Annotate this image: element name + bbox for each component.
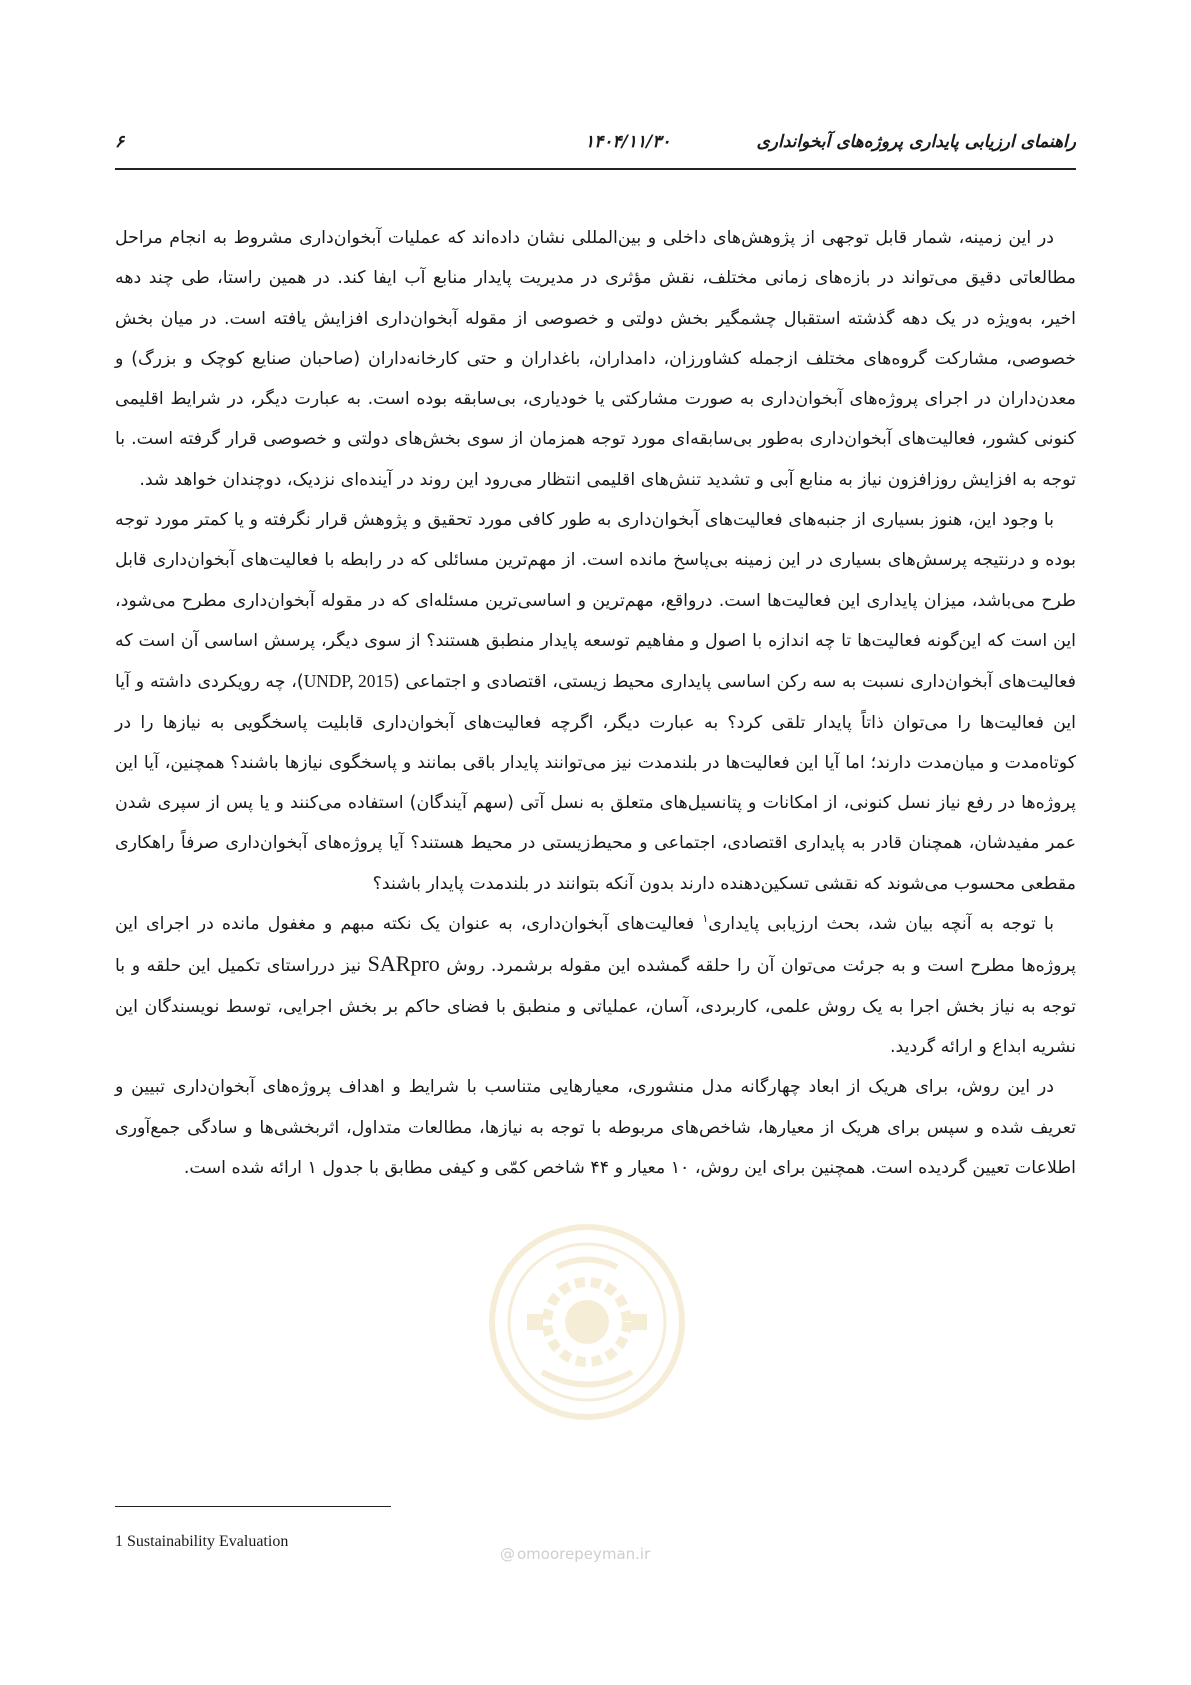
header-date: ۱۴۰۴/۱۱/۳۰ bbox=[585, 132, 671, 152]
running-title: راهنمای ارزیابی پایداری پروژه‌های آبخوانداری bbox=[756, 132, 1076, 152]
footnote-text: Sustainability Evaluation bbox=[127, 1533, 289, 1550]
footnote-marker: ۱ bbox=[702, 912, 709, 926]
footnote-divider bbox=[115, 1506, 391, 1507]
paragraph-2 bbox=[115, 500, 1076, 904]
footnote-number: 1 bbox=[115, 1533, 123, 1550]
method-name: SARpro bbox=[367, 951, 440, 977]
paragraph-2-part-b: )، چه رویکردی داشته و آیا این فعالیت‌ها را می‌توان ذاتاً پایدار تلقی کرد؟ به عبارت دیگر، اگرچه فعالیت‌های آبخوان‌داری قابلیت پاسخگویی به نیازها را در کوتاه‌مدت و میان‌مدت دارند؛ اما آیا این فعالیت‌ها در بلندمدت نیز می‌توانند پایدار باقی بمانند و پاسخگوی نیازها باشند؟ همچنین، آیا این پروژه‌ها در رفع نیاز نسل کنونی، از امکانات و پتانسیل‌های متعلق به نسل آتی (سهم آیندگان) استفاده می‌کنند و یا پس از سپری شدن عمر مفیدشان، همچنان قادر به پایداری اقتصادی، اجتماعی و محیط‌زیستی در محیط هستند؟ آیا پروژه‌های آبخوان‌داری صرفاً راهکاری مقطعی محسوب می‌شوند که نقشی تسکین‌دهنده دارند بدون آنکه بتوانند در بلندمدت پایدار باشند؟ bbox=[115, 672, 1076, 894]
watermark-site: @ omoorepeyman.ir bbox=[500, 1545, 651, 1563]
citation: UNDP, 2015 bbox=[303, 671, 393, 692]
watermark-logo-icon bbox=[487, 1222, 687, 1422]
footnote bbox=[115, 1533, 288, 1551]
paragraph-4: در این روش، برای هریک از ابعاد چهارگانه مدل منشوری، معیارهایی متناسب با شرایط و اهداف پروژه‌های آبخوان‌داری تبیین و تعریف شده و سپس برای هریک از معیارها، شاخص‌های مربوطه با توجه به نیازها، مطالعات متداول، اثربخشی‌ها و سادگی جمع‌آوری اطلاعات تعیین گردیده است. همچنین برای این روش، ۱۰ معیار و ۴۴ شاخص کمّی و کیفی مطابق با جدول ۱ ارائه شده است. bbox=[115, 1077, 1076, 1178]
paragraph-3-part-c: نیز درراستای تکمیل این حلقه و با توجه به نیاز بخش اجرا به یک روش علمی، کاربردی، آسان، عملیاتی و منطبق با فضای حاکم بر بخش اجرایی، توسط نویسندگان این نشریه ابداع و ارائه گردید. bbox=[115, 956, 1076, 1057]
page-header bbox=[115, 128, 1076, 170]
paragraph-2-part-a: با وجود این، هنوز بسیاری از جنبه‌های فعالیت‌های آبخوان‌داری به طور کافی مورد تحقیق و پژوهش قرار نگرفته و یا کمتر مورد توجه بوده و درنتیجه پرسش‌های بسیاری در این زمینه بی‌پاسخ مانده است. از مهم‌ترین مسائلی که در رابطه با فعالیت‌های آبخوان‌داری قابل طرح می‌باشد، میزان پایداری این فعالیت‌ها است. درواقع، مهم‌ترین و اساسی‌ترین مسئله‌ای که در مقوله آبخوان‌داری مطرح می‌شود، این است که این‌گونه فعالیت‌ها تا چه اندازه با اصول و مفاهیم توسعه پایدار منطبق هستند؟ از سوی دیگر، پرسش اساسی آن است که فعالیت‌های آبخوان‌داری نسبت به سه رکن اساسی پایداری محیط زیستی، اقتصادی و اجتماعی ( bbox=[115, 510, 1076, 693]
paragraph-3 bbox=[115, 904, 1076, 1067]
page-number: ۶ bbox=[115, 132, 125, 152]
paragraph-1: در این زمینه، شمار قابل توجهی از پژوهش‌های داخلی و بین‌المللی نشان داده‌اند که عملیات آبخوان‌داری مشروط به انجام مراحل مطالعاتی دقیق می‌تواند در بازه‌های زمانی مختلف، نقش مؤثری در مدیریت پایدار منابع آب ایفا کند. در همین راستا، طی چند دهه اخیر، به‌ویژه در یک دهه گذشته استقبال چشمگیر بخش دولتی و خصوصی از مقوله آبخوان‌داری افزایش یافته است. در میان بخش خصوصی، مشارکت گروه‌های مختلف ازجمله کشاورزان، دامداران، باغداران و حتی کارخانه‌داران (صاحبان صنایع کوچک و بزرگ) و معدن‌داران در اجرای پروژه‌های آبخوان‌داری به صورت مشارکتی یا خودیاری، بی‌سابقه بوده است. به عبارت دیگر، در شرایط اقلیمی کنونی کشور، فعالیت‌های آبخوان‌داری به‌طور بی‌سابقه‌ای مورد توجه همزمان از سوی بخش‌های دولتی و خصوصی قرار گرفته است. با توجه به افزایش روزافزون نیاز به منابع آبی و تشدید تنش‌های اقلیمی انتظار می‌رود این روند در آینده‌ای نزدیک، دوچندان خواهد شد. bbox=[115, 228, 1076, 490]
body-text bbox=[115, 218, 1076, 1188]
paragraph-3-part-b: فعالیت‌های آبخوان‌داری، به عنوان یک نکته مبهم و مغفول مانده در اجرای این پروژه‌ها مطرح است و به جرئت می‌توان آن را حلقه گمشده این مقوله برشمرد. روش bbox=[115, 914, 1076, 977]
paragraph-3-part-a: با توجه به آنچه بیان شد، بحث ارزیابی پایداری bbox=[708, 914, 1055, 935]
